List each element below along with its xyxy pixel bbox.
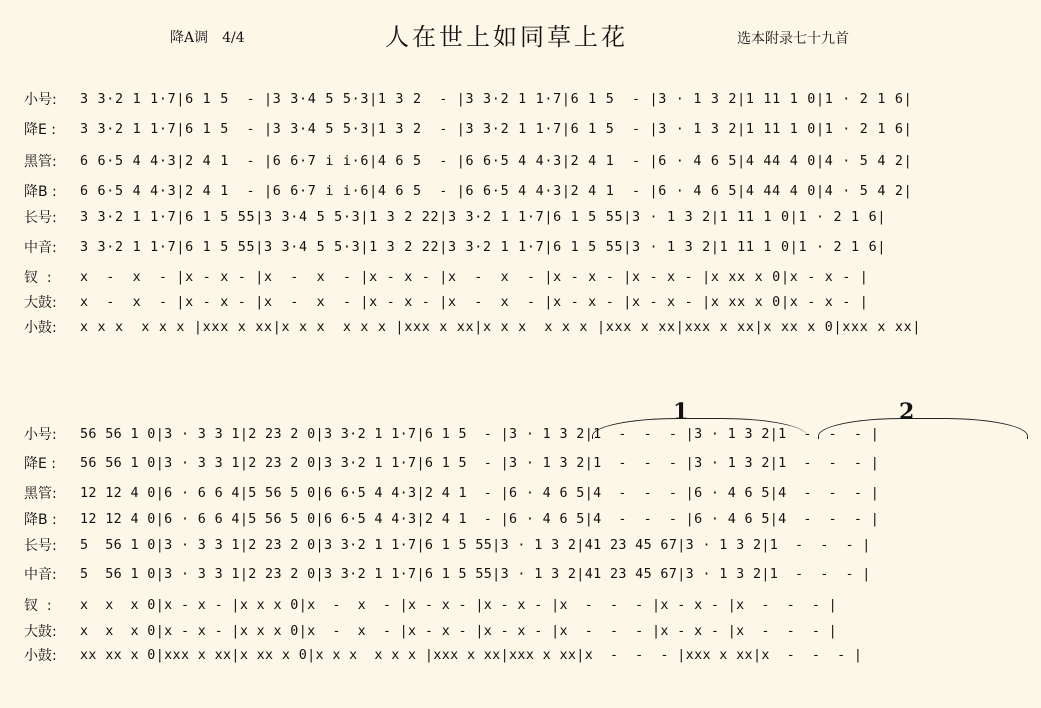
notation-line: 3 3·2 1 1·7|6 1 5 - |3 3·4 5 5·3|1 3 2 - |3 3·2 1 1·7|6 1 5 - |3 · 1 3 2|1 11 1 0|1 · 2 1 6|	[80, 92, 913, 107]
notation-line: x x x 0|x - x - |x x x 0|x - x - |x - x - |x - x - |x - - - |x - x - |x - - - |	[80, 624, 838, 639]
notation-line: 3 3·2 1 1·7|6 1 5 55|3 3·4 5 5·3|1 3 2 22|3 3·2 1 1·7|6 1 5 55|3 · 1 3 2|1 11 1 0|1 · 2 1 6|	[80, 240, 887, 255]
notation-line: x x x 0|x - x - |x x x 0|x - x - |x - x - |x - x - |x - - - |x - x - |x - - - |	[80, 598, 838, 613]
instrument-label: 大鼓:	[24, 295, 57, 311]
instrument-label: 降B :	[24, 184, 57, 200]
notation-line: 56 56 1 0|3 · 3 3 1|2 23 2 0|3 3·2 1 1·7|6 1 5 - |3 · 1 3 2|1 - - - |3 · 1 3 2|1 - - - |	[80, 427, 880, 442]
instrument-label: 降B :	[24, 512, 57, 528]
notation-line: 6 6·5 4 4·3|2 4 1 - |6 6·7 i i·6|4 6 5 - |6 6·5 4 4·3|2 4 1 - |6 · 4 6 5|4 44 4 0|4 · 5 4 2|	[80, 154, 913, 169]
notation-line: 5 56 1 0|3 · 3 3 1|2 23 2 0|3 3·2 1 1·7|6 1 5 55|3 · 1 3 2|41 23 45 67|3 · 1 3 2|1 - - - |	[80, 567, 871, 582]
instrument-label: 黑管:	[24, 486, 57, 502]
instrument-label: 长号:	[24, 538, 57, 554]
notation-line: 56 56 1 0|3 · 3 3 1|2 23 2 0|3 3·2 1 1·7|6 1 5 - |3 · 1 3 2|1 - - - |3 · 1 3 2|1 - - - |	[80, 456, 880, 471]
volta-1-number: 1	[673, 399, 689, 425]
instrument-label: 钗 :	[24, 598, 52, 614]
notation-line: xx xx x 0|xxx x xx|x xx x 0|x x x x x x |xxx x xx|xxx x xx|x - - - |xxx x xx|x - - - |	[80, 648, 863, 663]
instrument-label: 中音:	[24, 240, 57, 256]
volta-2-number: 2	[899, 399, 915, 425]
score-title: 人在世上如同草上花	[385, 23, 628, 51]
instrument-label: 中音:	[24, 567, 57, 583]
instrument-label: 小号:	[24, 92, 57, 108]
instrument-label: 降E :	[24, 122, 57, 138]
instrument-label: 长号:	[24, 210, 57, 226]
notation-line: x - x - |x - x - |x - x - |x - x - |x - x - |x - x - |x - x - |x xx x 0|x - x - |	[80, 270, 869, 285]
key-signature: 降A调 4/4	[170, 30, 245, 46]
instrument-label: 降E :	[24, 456, 57, 472]
instrument-label: 小号:	[24, 427, 57, 443]
instrument-label: 钗 :	[24, 270, 52, 286]
notation-line: x - x - |x - x - |x - x - |x - x - |x - x - |x - x - |x - x - |x xx x 0|x - x - |	[80, 295, 869, 310]
instrument-label: 黑管:	[24, 154, 57, 170]
notation-line: 3 3·2 1 1·7|6 1 5 55|3 3·4 5 5·3|1 3 2 22|3 3·2 1 1·7|6 1 5 55|3 · 1 3 2|1 11 1 0|1 · 2 1 6|	[80, 210, 887, 225]
instrument-label: 小鼓:	[24, 648, 57, 664]
score-source: 选本附录七十九首	[737, 31, 849, 47]
notation-line: 12 12 4 0|6 · 6 6 4|5 56 5 0|6 6·5 4 4·3|2 4 1 - |6 · 4 6 5|4 - - - |6 · 4 6 5|4 - - - |	[80, 486, 880, 501]
notation-line: x x x x x x |xxx x xx|x x x x x x |xxx x xx|x x x x x x |xxx x xx|xxx x xx|x xx x 0|xxx x xx|	[80, 320, 922, 335]
notation-line: 3 3·2 1 1·7|6 1 5 - |3 3·4 5 5·3|1 3 2 - |3 3·2 1 1·7|6 1 5 - |3 · 1 3 2|1 11 1 0|1 · 2 1 6|	[80, 122, 913, 137]
instrument-label: 小鼓:	[24, 320, 57, 336]
notation-line: 12 12 4 0|6 · 6 6 4|5 56 5 0|6 6·5 4 4·3|2 4 1 - |6 · 4 6 5|4 - - - |6 · 4 6 5|4 - - - |	[80, 512, 880, 527]
instrument-label: 大鼓:	[24, 624, 57, 640]
notation-line: 5 56 1 0|3 · 3 3 1|2 23 2 0|3 3·2 1 1·7|6 1 5 55|3 · 1 3 2|41 23 45 67|3 · 1 3 2|1 - - - |	[80, 538, 871, 553]
notation-line: 6 6·5 4 4·3|2 4 1 - |6 6·7 i i·6|4 6 5 - |6 6·5 4 4·3|2 4 1 - |6 · 4 6 5|4 44 4 0|4 · 5 4 2|	[80, 184, 913, 199]
